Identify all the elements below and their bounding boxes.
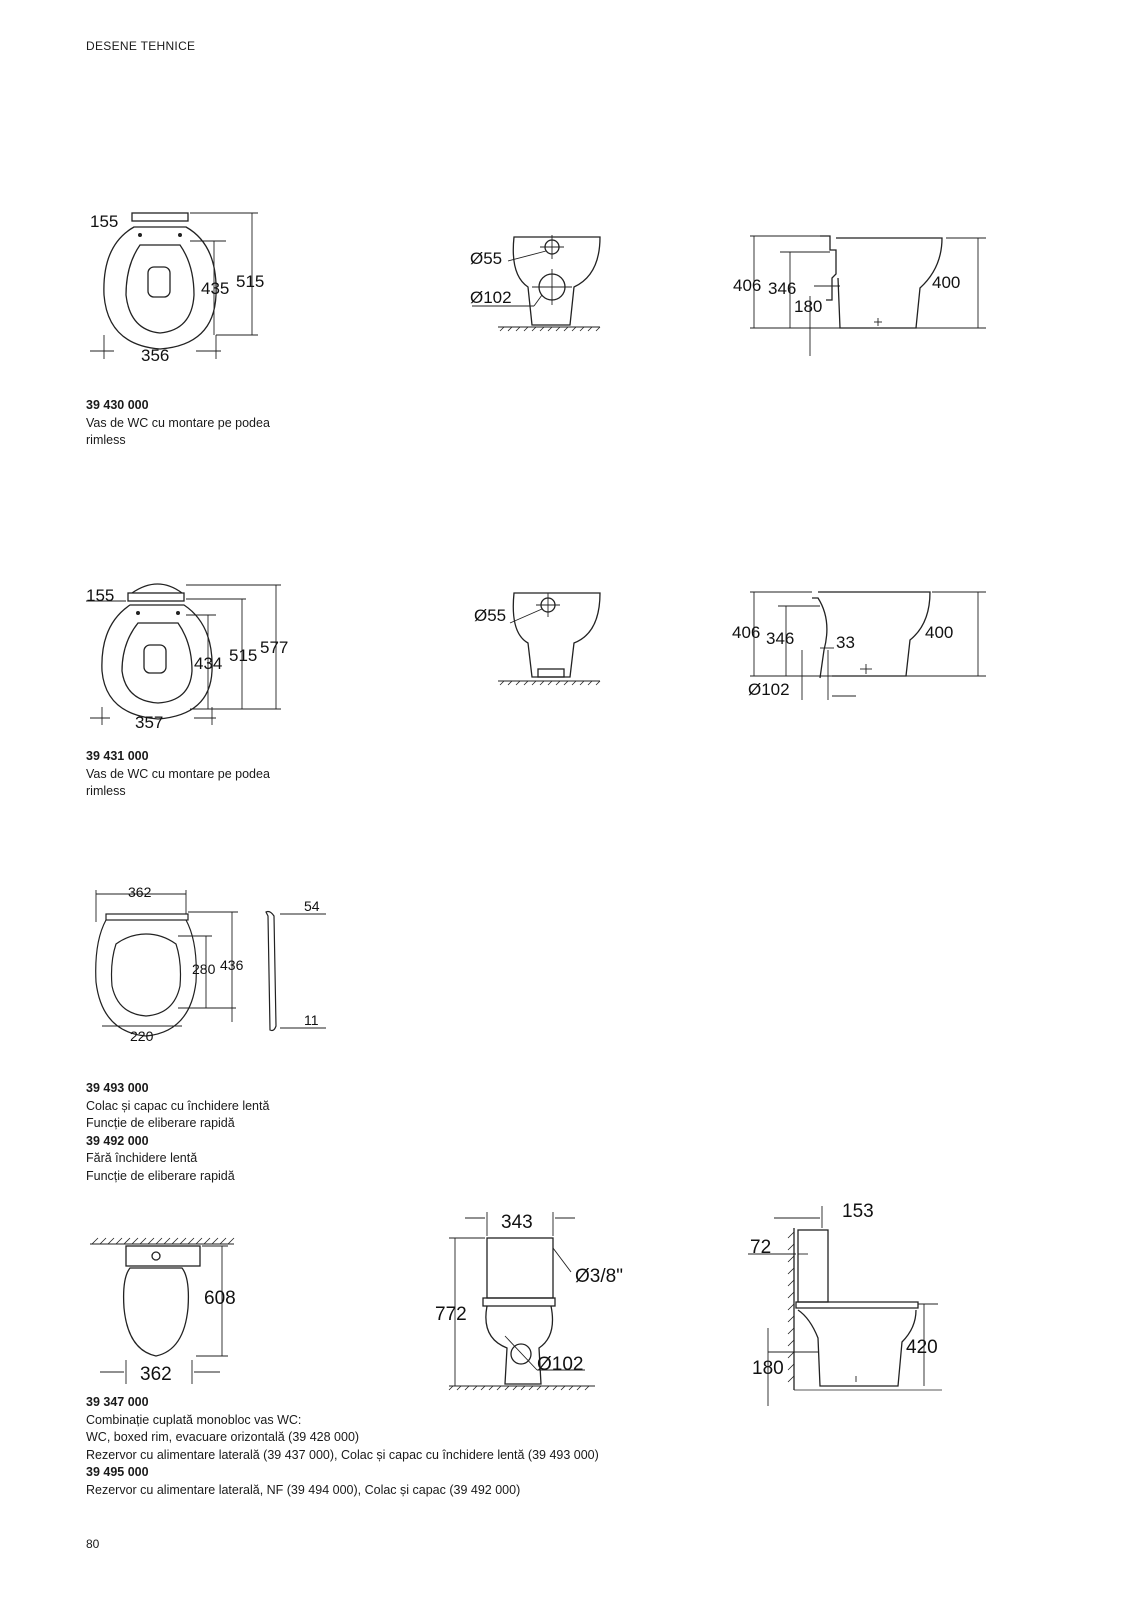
- wc-combination-front-view-drawing: [86, 1238, 246, 1400]
- product-code: 39 495 000: [86, 1465, 149, 1479]
- product-code: 39 493 000: [86, 1081, 149, 1095]
- product-code: 39 430 000: [86, 398, 149, 412]
- dim-400: 400: [932, 273, 961, 292]
- dim-436: 436: [220, 957, 244, 973]
- product-line: Funcție de eliberare rapidă: [86, 1168, 235, 1183]
- dim-180: 180: [794, 297, 823, 316]
- dim-180: 180: [752, 1358, 784, 1379]
- product-line: Funcție de eliberare rapidă: [86, 1116, 235, 1130]
- wc-front-view-drawing-39431000: [470, 585, 630, 695]
- product-code: 39 431 000: [86, 749, 149, 763]
- product-code: 39 492 000: [86, 1133, 149, 1148]
- product-line: rimless: [86, 433, 126, 447]
- dim-356: 356: [141, 346, 170, 365]
- product-line: rimless: [86, 784, 126, 798]
- dim-406: 406: [733, 276, 762, 295]
- dim-362: 362: [140, 1364, 172, 1385]
- product-description: [86, 748, 270, 801]
- dim-54: 54: [304, 898, 320, 914]
- product-code: 39 347 000: [86, 1395, 149, 1409]
- product-line: Colac și capac cu închidere lentă: [86, 1098, 270, 1113]
- page-number: 80: [86, 1537, 100, 1551]
- dim-346: 346: [766, 629, 795, 648]
- product-line: Combinație cuplată monobloc vas WC:: [86, 1412, 302, 1427]
- dim-diameter-3-8: Ø3/8": [575, 1266, 623, 1287]
- dim-343: 343: [501, 1212, 533, 1233]
- product-line: WC, boxed rim, evacuare orizontală (39 428 000): [86, 1430, 360, 1444]
- wc-top-view-drawing-39430000: [86, 205, 286, 375]
- dim-155: 155: [90, 212, 119, 231]
- product-line: Rezervor cu alimentare laterală (39 437 000), Colac și capac cu închidere lentă (39 493 000): [86, 1447, 599, 1462]
- dim-772: 772: [435, 1304, 467, 1325]
- wc-front-view-drawing-39430000: [470, 225, 630, 340]
- product-line: Fără închidere lentă: [86, 1151, 198, 1165]
- dim-153: 153: [842, 1201, 874, 1222]
- dim-406: 406: [732, 623, 761, 642]
- dim-33: 33: [836, 633, 855, 652]
- product-description: [86, 1394, 599, 1499]
- wc-side-view-drawing-39431000: [732, 590, 990, 720]
- dim-420: 420: [906, 1337, 938, 1358]
- wc-side-view-drawing-39430000: [733, 228, 990, 368]
- dim-577: 577: [260, 638, 289, 657]
- dim-608: 608: [204, 1288, 236, 1309]
- product-line: Vas de WC cu montare pe podea: [86, 766, 270, 781]
- wc-combination-side-view-drawing: [748, 1198, 948, 1418]
- dim-515: 515: [236, 272, 265, 291]
- dim-155: 155: [86, 586, 115, 605]
- dim-280: 280: [192, 961, 216, 977]
- product-line: Rezervor cu alimentare laterală, NF (39 494 000), Colac și capac (39 492 000): [86, 1482, 521, 1497]
- product-description: [86, 1080, 269, 1185]
- dim-400: 400: [925, 623, 954, 642]
- dim-362: 362: [128, 884, 152, 900]
- dim-11: 11: [304, 1012, 319, 1028]
- toilet-seat-drawing: [86, 882, 346, 1062]
- dim-72: 72: [750, 1237, 772, 1258]
- wc-combination-front-detail-drawing: [435, 1208, 645, 1418]
- dim-220: 220: [130, 1028, 154, 1044]
- dim-434: 434: [194, 654, 223, 673]
- dim-diameter-102: Ø102: [537, 1354, 584, 1375]
- dim-diameter-102: Ø102: [748, 680, 790, 699]
- dim-435: 435: [201, 279, 230, 298]
- dim-346: 346: [768, 279, 797, 298]
- dim-diameter-55: Ø55: [470, 249, 503, 268]
- page-header: DESENE TEHNICE: [86, 39, 196, 53]
- dim-515: 515: [229, 646, 258, 665]
- dim-diameter-55: Ø55: [474, 606, 507, 625]
- wc-top-view-drawing-39431000: [86, 575, 306, 745]
- dim-diameter-102: Ø102: [470, 288, 512, 307]
- product-line: Vas de WC cu montare pe podea: [86, 415, 270, 430]
- dim-357: 357: [135, 713, 164, 732]
- product-description: [86, 397, 270, 450]
